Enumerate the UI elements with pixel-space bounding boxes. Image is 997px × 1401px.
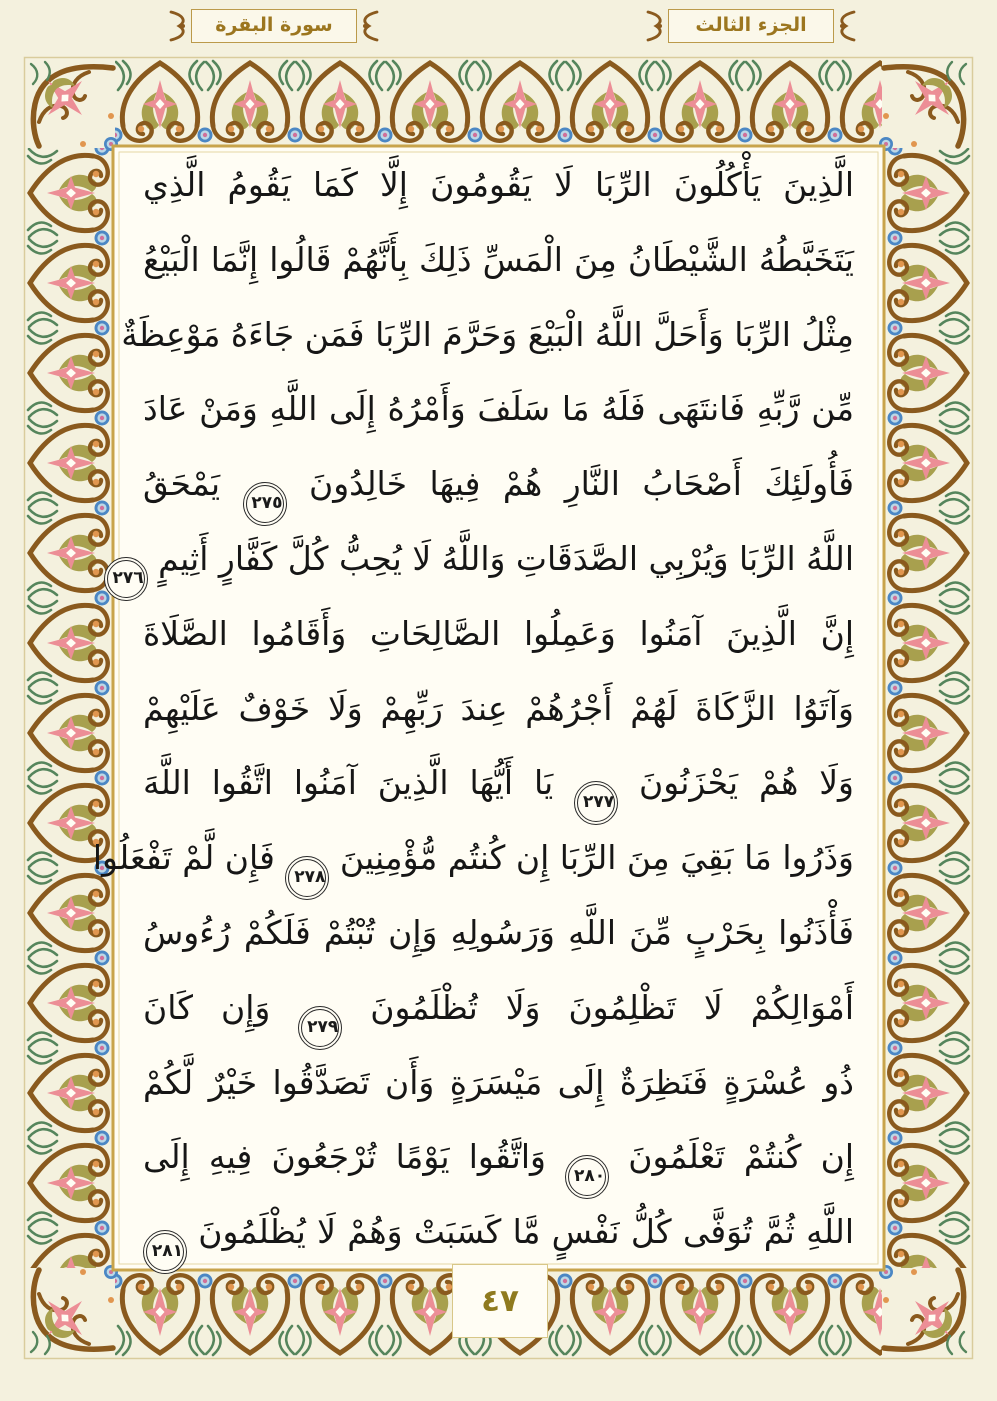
ayah-marker: ٢٧٧ (574, 781, 618, 825)
ayah-text: يَا أَيُّهَا الَّذِينَ آمَنُوا اتَّقُوا اللَّهَ (143, 763, 554, 803)
juz-name-cartouche (645, 8, 857, 44)
quran-line (143, 1120, 854, 1195)
ayah-text: مِثْلُ الرِّبَا وَأَحَلَّ اللَّهُ الْبَيْعَ وَحَرَّمَ الرِّبَا فَمَن جَاءَهُ مَوْعِظَةٌ (121, 314, 854, 354)
quran-text-area (92, 146, 884, 1270)
ayah-marker: ٢٧٥ (243, 482, 287, 526)
quran-line (143, 971, 854, 1046)
cartouche-bracket-icon (835, 8, 857, 44)
cartouche-bracket-icon (358, 8, 380, 44)
ayah-text: الَّذِينَ يَأْكُلُونَ الرِّبَا لَا يَقُومُونَ إِلَّا كَمَا يَقُومُ الَّذِي (143, 165, 854, 204)
ayah-text: فَأْذَنُوا بِحَرْبٍ مِّنَ اللَّهِ وَرَسُولِهِ وَإِن تُبْتُمْ فَلَكُمْ رُءُوسُ (143, 912, 854, 952)
ayah-text: وَاتَّقُوا يَوْمًا تُرْجَعُونَ فِيهِ إِلَى (143, 1137, 546, 1177)
ayah-text: أَمْوَالِكُمْ لَا تَظْلِمُونَ وَلَا تُظْلَمُونَ (370, 987, 855, 1027)
quran-line (112, 522, 854, 597)
ayah-text: إِنَّ الَّذِينَ آمَنُوا وَعَمِلُوا الصَّالِحَاتِ وَأَقَامُوا الصَّلَاةَ (143, 613, 854, 653)
quran-line (143, 148, 854, 223)
ayah-text: إِن كُنتُمْ تَعْلَمُونَ (628, 1137, 854, 1177)
ayah-text: فَأُولَئِكَ أَصْحَابُ النَّارِ هُمْ فِيهَا خَالِدُونَ (309, 464, 854, 504)
ayah-marker: ٢٨١ (143, 1230, 187, 1274)
page-number: ٤٧ (481, 1283, 519, 1319)
page-number-box (452, 1264, 548, 1338)
quran-line (143, 223, 854, 298)
cartouche-bracket-icon (168, 8, 190, 44)
quran-lines (92, 148, 855, 1270)
surah-name-cartouche (168, 8, 380, 44)
ayah-text: اللَّهُ الرِّبَا وَيُرْبِي الصَّدَقَاتِ وَاللَّهُ لَا يُحِبُّ كُلَّ كَفَّارٍ أَثِيمٍ (158, 538, 854, 578)
ayah-text: وَلَا هُمْ يَحْزَنُونَ (638, 763, 854, 803)
surah-name-label: سورة البقرة (191, 9, 357, 44)
ayah-text: مِّن رَّبِّهِ فَانتَهَى فَلَهُ مَا سَلَفَ وَأَمْرُهُ إِلَى اللَّهِ وَمَنْ عَادَ (143, 389, 854, 429)
ayah-text: وَإِن كَانَ (143, 987, 271, 1027)
quran-line (143, 1195, 854, 1270)
juz-name-label: الجزء الثالث (668, 9, 834, 44)
cartouche-bracket-icon (645, 8, 667, 44)
quran-line (143, 672, 854, 747)
quran-line (143, 372, 854, 447)
ayah-text: فَإِن لَّمْ تَفْعَلُوا (92, 838, 275, 878)
quran-line (143, 1046, 854, 1121)
quran-line (143, 597, 854, 672)
quran-line (92, 821, 854, 896)
ayah-marker: ٢٧٩ (298, 1006, 342, 1050)
quran-line (143, 896, 854, 971)
ayah-text: يَتَخَبَّطُهُ الشَّيْطَانُ مِنَ الْمَسِّ ذَلِكَ بِأَنَّهُمْ قَالُوا إِنَّمَا الْبَيْعُ (143, 239, 854, 279)
quran-line (143, 447, 854, 522)
ayah-text: وَذَرُوا مَا بَقِيَ مِنَ الرِّبَا إِن كُنتُم مُّؤْمِنِينَ (339, 838, 854, 878)
ayah-text: ذُو عُسْرَةٍ فَنَظِرَةٌ إِلَى مَيْسَرَةٍ وَأَن تَصَدَّقُوا خَيْرٌ لَّكُمْ (143, 1062, 854, 1102)
ayah-marker: ٢٧٦ (104, 557, 148, 601)
ayah-marker: ٢٨٠ (565, 1155, 609, 1199)
quran-line (121, 298, 854, 373)
ayah-marker: ٢٧٨ (285, 856, 329, 900)
ayah-text: يَمْحَقُ (143, 464, 221, 504)
quran-line (143, 746, 854, 821)
ayah-text: وَآتَوُا الزَّكَاةَ لَهُمْ أَجْرُهُمْ عِندَ رَبِّهِمْ وَلَا خَوْفٌ عَلَيْهِمْ (143, 688, 854, 728)
ayah-text: اللَّهِ ثُمَّ تُوَفَّى كُلُّ نَفْسٍ مَّا كَسَبَتْ وَهُمْ لَا يُظْلَمُونَ (198, 1212, 854, 1252)
